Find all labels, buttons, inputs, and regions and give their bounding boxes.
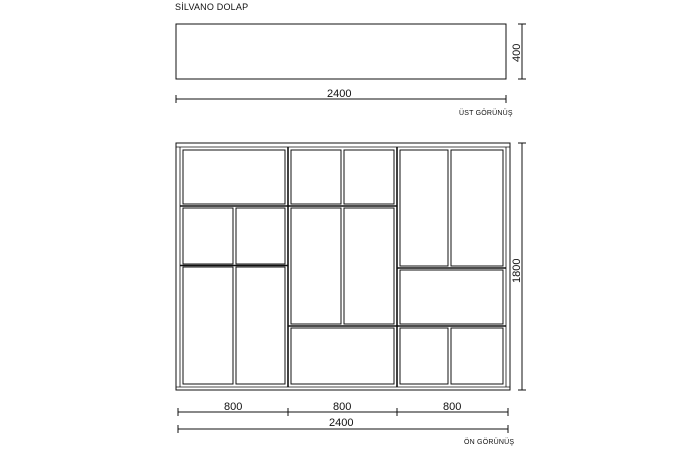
door-m2-bottom <box>291 328 394 384</box>
top-view-label: ÜST GÖRÜNÜŞ <box>459 110 513 117</box>
door-m3-top-left <box>400 150 448 266</box>
module-dim-label-1: 800 <box>224 401 243 413</box>
front-view-label: ÖN GÖRÜNÜŞ <box>464 439 515 446</box>
module-dim-label-2: 800 <box>333 401 352 413</box>
module-right <box>397 150 506 384</box>
height-dim-label: 1800 <box>511 258 523 283</box>
door-m2-top-left <box>291 150 341 204</box>
module-middle <box>288 150 397 384</box>
top-view-outline <box>176 24 506 79</box>
door-m1-mid-left <box>183 208 233 264</box>
door-m1-top <box>183 150 285 204</box>
door-m2-mid-left <box>291 208 341 324</box>
door-m3-bottom-right <box>451 328 503 384</box>
drawing-title: SİLVANO DOLAP <box>175 2 249 12</box>
door-m1-mid-right <box>236 208 285 264</box>
door-m3-middle <box>400 270 503 324</box>
door-m1-bottom-right <box>236 267 285 384</box>
depth-dim-label: 400 <box>511 43 523 62</box>
door-m3-top-right <box>451 150 503 266</box>
door-m3-bottom-left <box>400 328 448 384</box>
door-m2-top-right <box>344 150 394 204</box>
total-width-dim-label: 2400 <box>329 417 354 429</box>
top-width-dim-label: 2400 <box>327 88 352 100</box>
module-dim-label-3: 800 <box>443 401 462 413</box>
door-m2-mid-right <box>344 208 394 324</box>
door-m1-bottom-left <box>183 267 233 384</box>
module-left <box>180 150 288 384</box>
front-view <box>176 143 526 433</box>
